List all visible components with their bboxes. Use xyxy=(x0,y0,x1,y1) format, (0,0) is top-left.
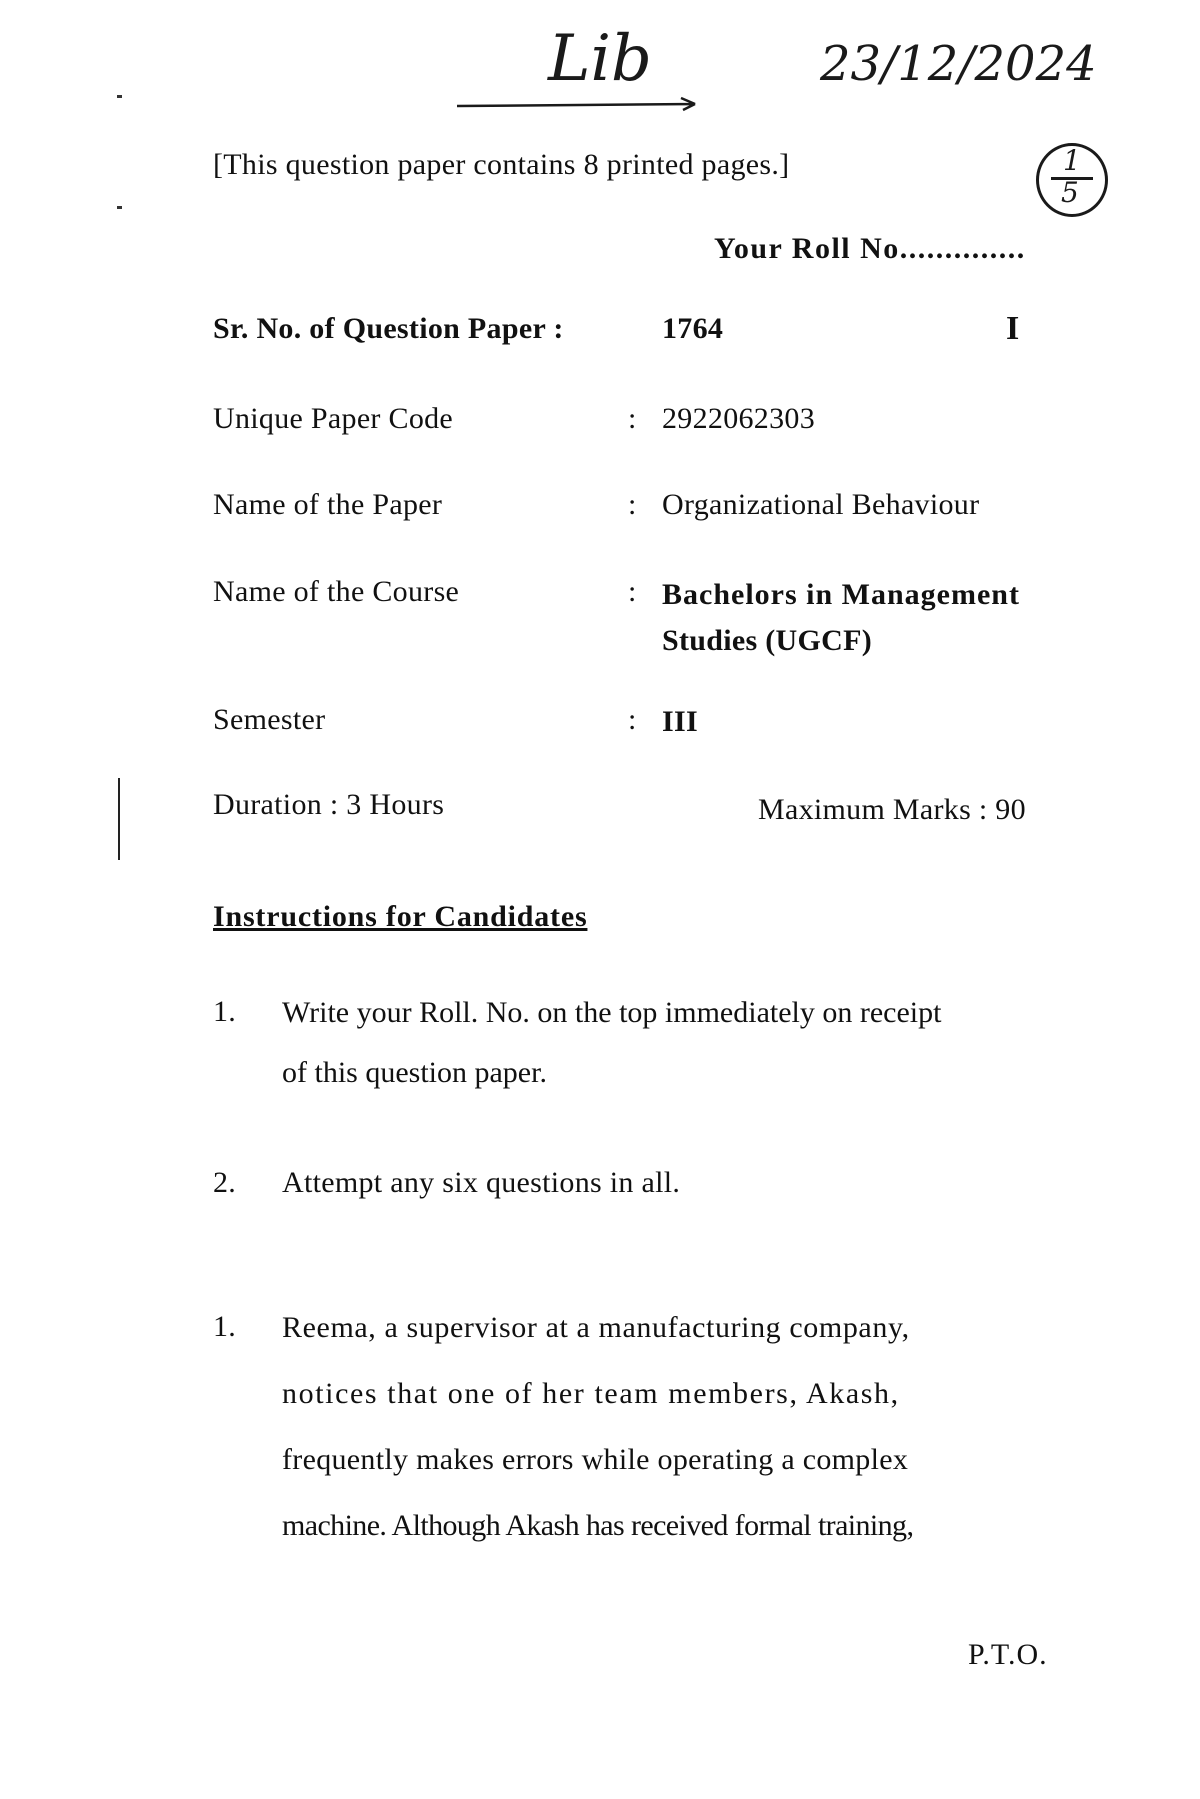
duration: Duration : 3 Hours xyxy=(213,788,445,821)
question-line: frequently makes errors while operating a complex xyxy=(282,1443,909,1476)
colon: : xyxy=(628,703,637,736)
set-letter: I xyxy=(1006,310,1020,347)
handwritten-underline xyxy=(455,92,715,112)
page-count-note: [This question paper contains 8 printed pages.] xyxy=(213,148,790,181)
please-turn-over: P.T.O. xyxy=(968,1638,1048,1671)
page-fraction-circle xyxy=(1036,143,1108,217)
margin-mark xyxy=(117,95,122,98)
colon: : xyxy=(628,575,637,608)
handwritten-date: 23/12/2024 xyxy=(820,36,1097,92)
unique-paper-code-value: 2922062303 xyxy=(662,402,815,435)
paper-name-label: Name of the Paper xyxy=(213,488,443,521)
margin-mark xyxy=(117,206,122,209)
question-number: 1. xyxy=(213,1310,237,1343)
maximum-marks: Maximum Marks : 90 xyxy=(758,793,1026,826)
margin-line xyxy=(118,778,120,860)
question-line: notices that one of her team members, Akash, xyxy=(282,1377,900,1410)
semester-label: Semester xyxy=(213,703,326,736)
semester-value: III xyxy=(662,705,698,738)
roll-number-field: Your Roll No.............. xyxy=(714,232,1026,265)
question-text xyxy=(282,1295,1082,1559)
instructions-heading: Instructions for Candidates xyxy=(213,900,588,933)
handwritten-lib: Lib xyxy=(548,22,652,96)
instruction-number: 2. xyxy=(213,1166,237,1199)
instruction-item: Attempt any six questions in all. xyxy=(282,1166,681,1199)
colon: : xyxy=(628,402,637,435)
unique-paper-code-label: Unique Paper Code xyxy=(213,402,454,435)
instruction-item xyxy=(282,980,1102,1106)
instruction-number: 1. xyxy=(213,995,237,1028)
question-line: machine. Although Akash has received formal training, xyxy=(282,1509,914,1542)
colon: : xyxy=(628,488,637,521)
paper-name-value: Organizational Behaviour xyxy=(662,488,980,521)
instruction-line: of this question paper. xyxy=(282,1056,547,1089)
sr-no-value: 1764 xyxy=(662,312,724,345)
course-name-label: Name of the Course xyxy=(213,575,460,608)
instruction-line: Write your Roll. No. on the top immediately on receipt xyxy=(282,996,942,1029)
course-name-value-line2: Studies (UGCF) xyxy=(662,624,873,657)
sr-no-label: Sr. No. of Question Paper : xyxy=(213,312,564,345)
page-fraction-denominator: 5 xyxy=(1061,176,1079,209)
page-fraction-numerator: 1 xyxy=(1063,144,1081,177)
question-line: Reema, a supervisor at a manufacturing company, xyxy=(282,1311,910,1344)
course-name-value-line1: Bachelors in Management xyxy=(662,578,1020,611)
